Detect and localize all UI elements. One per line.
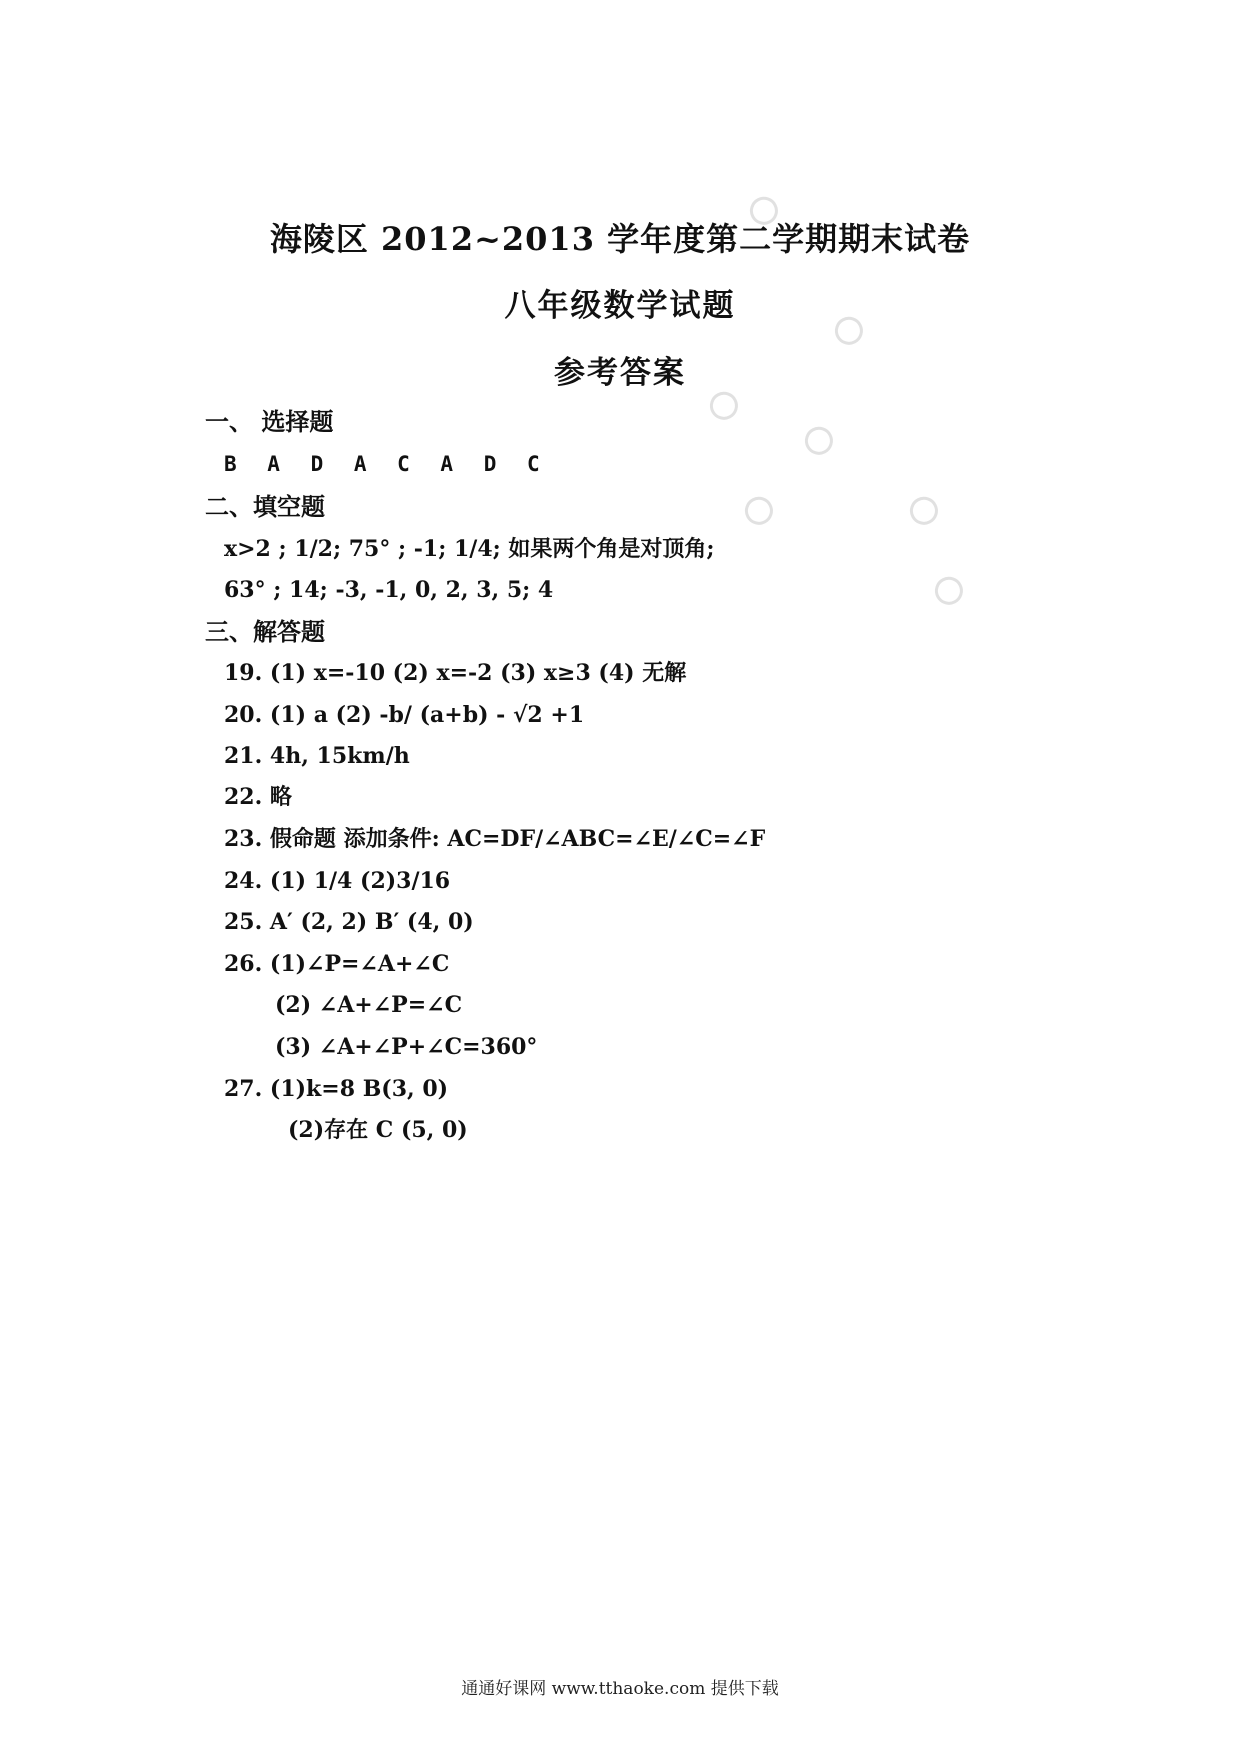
download-footer: 通通好课网 www.tthaoke.com 提供下载	[461, 1679, 779, 1699]
answer-item-27-part-2: (2)存在 C (5, 0)	[288, 1117, 468, 1143]
answer-item-20: 20. (1) a (2) -b/ (a+b) - √2 +1	[224, 702, 585, 728]
section-heading-solve: 三、解答题	[205, 617, 325, 646]
fill-answers-line-2: 63° ; 14; -3, -1, 0, 2, 3, 5; 4	[224, 577, 554, 603]
answer-item-24: 24. (1) 1/4 (2)3/16	[224, 868, 451, 894]
watermark-icon	[930, 569, 973, 610]
document-title: 海陵区 2012~2013 学年度第二学期期末试卷	[269, 220, 971, 258]
section-heading-fill: 二、填空题	[205, 492, 325, 521]
choice-answers: B A D A C A D C	[224, 452, 549, 476]
answer-item-26-part-2: (2) ∠A+∠P=∠C	[275, 992, 463, 1018]
watermark-icon	[740, 489, 783, 530]
answer-item-27-part-1: 27. (1)k=8 B(3, 0)	[224, 1076, 449, 1102]
watermark-icon	[905, 489, 948, 530]
answer-item-26-part-1: 26. (1)∠P=∠A+∠C	[224, 951, 450, 977]
fill-answers-line-1: x>2 ; 1/2; 75° ; -1; 1/4; 如果两个角是对顶角;	[224, 536, 715, 562]
answer-item-21: 21. 4h, 15km/h	[224, 743, 410, 769]
watermark-icon	[800, 419, 843, 460]
answer-item-23: 23. 假命题 添加条件: AC=DF/∠ABC=∠E/∠C=∠F	[224, 826, 766, 852]
answer-item-26-part-3: (3) ∠A+∠P+∠C=360°	[275, 1034, 538, 1060]
answer-item-22: 22. 略	[224, 784, 292, 810]
section-heading-choice: 一、 选择题	[205, 407, 334, 436]
answer-item-19: 19. (1) x=-10 (2) x=-2 (3) x≥3 (4) 无解	[224, 660, 687, 686]
answer-item-25: 25. A′ (2, 2) B′ (4, 0)	[224, 909, 474, 935]
answer-key-heading: 参考答案	[554, 355, 686, 391]
document-subtitle: 八年级数学试题	[504, 288, 736, 324]
